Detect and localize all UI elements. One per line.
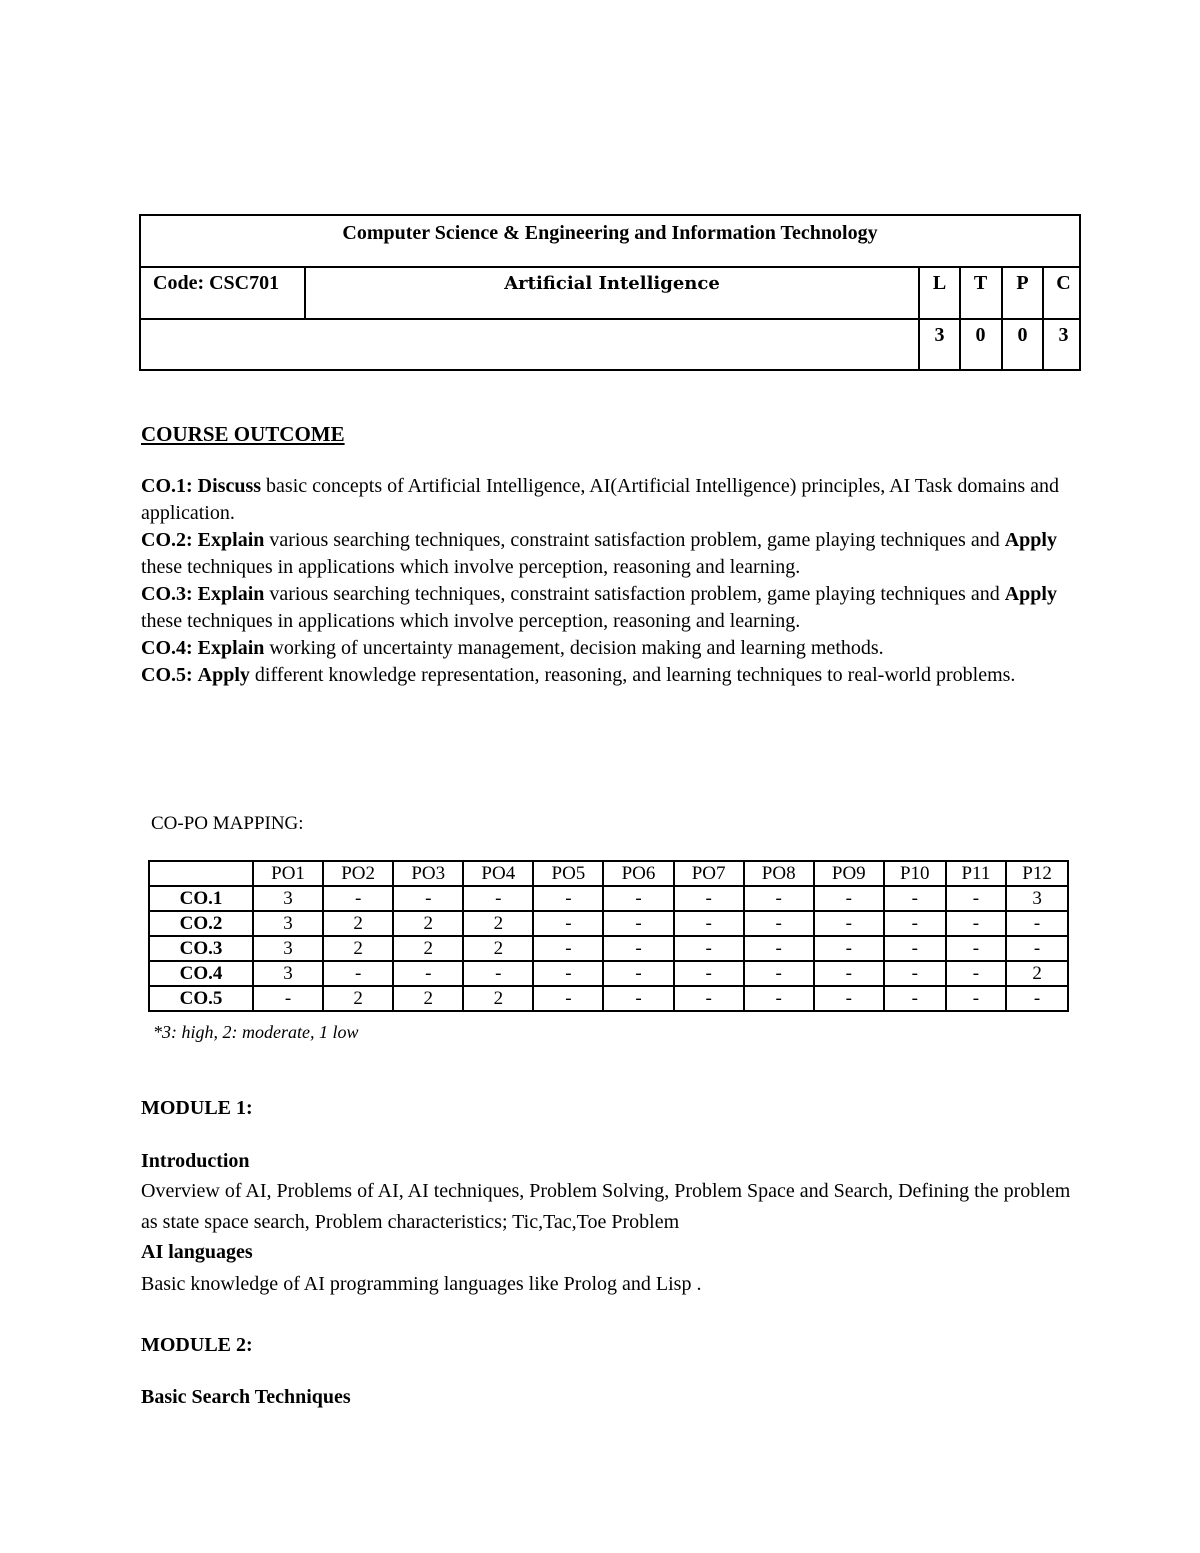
course-header-table — [139, 214, 1081, 371]
mapping-cell: - — [253, 986, 323, 1011]
mapping-cell: - — [393, 886, 463, 911]
co-item: CO.3: Explain various searching techniques, constraint satisfaction problem, game playing techniques and Apply these techniques in applications which involve perception, reasoning and learning. — [141, 583, 1057, 632]
course-outcome-list — [141, 473, 1071, 689]
mapping-cell: - — [946, 936, 1006, 961]
po-column-header: PO6 — [603, 861, 673, 886]
mapping-cell: - — [674, 986, 744, 1011]
table-corner-cell — [149, 861, 253, 886]
mapping-cell: - — [533, 886, 603, 911]
mapping-cell: - — [603, 986, 673, 1011]
mapping-cell: - — [946, 911, 1006, 936]
mapping-cell: - — [946, 961, 1006, 986]
mapping-cell: - — [946, 886, 1006, 911]
mapping-cell: - — [463, 886, 533, 911]
mapping-cell: - — [603, 961, 673, 986]
mapping-cell: - — [674, 961, 744, 986]
co-item: CO.4: Explain working of uncertainty management, decision making and learning methods. — [141, 637, 884, 659]
mapping-cell: - — [884, 886, 946, 911]
section-text: Basic knowledge of AI programming languages like Prolog and Lisp . — [141, 1273, 702, 1295]
ltpc-label-p: P — [1016, 272, 1029, 294]
ltpc-value-l: 3 — [934, 324, 945, 346]
ltpc-value-t: 0 — [975, 324, 986, 346]
table-row — [149, 911, 1068, 936]
mapping-cell: 2 — [393, 936, 463, 961]
mapping-cell: - — [814, 961, 884, 986]
table-row — [149, 936, 1068, 961]
header-divider — [141, 266, 1079, 268]
copo-mapping-table — [148, 860, 1069, 1012]
table-row — [149, 886, 1068, 911]
mapping-cell: - — [603, 936, 673, 961]
co-row-label: CO.4 — [149, 961, 253, 986]
mapping-cell: - — [744, 911, 814, 936]
mapping-cell: - — [603, 886, 673, 911]
po-column-header: PO5 — [533, 861, 603, 886]
po-column-header: PO2 — [323, 861, 393, 886]
mapping-legend: *3: high, 2: moderate, 1 low — [153, 1022, 359, 1042]
mapping-cell: - — [603, 911, 673, 936]
ltpc-label-c: C — [1056, 272, 1071, 294]
mapping-cell: - — [1006, 911, 1068, 936]
mapping-cell: - — [814, 986, 884, 1011]
mapping-cell: - — [674, 886, 744, 911]
po-column-header: PO8 — [744, 861, 814, 886]
co-item: CO.1: Discuss basic concepts of Artificial Intelligence, AI(Artificial Intelligence) principles, AI Task domains and application. — [141, 475, 1059, 524]
ltpc-label-l: L — [932, 272, 947, 294]
course-title: Artificial Intelligence — [504, 273, 720, 294]
mapping-cell: - — [533, 961, 603, 986]
co-row-label: CO.2 — [149, 911, 253, 936]
header-divider — [141, 318, 1079, 320]
ltpc-value-c: 3 — [1058, 324, 1069, 346]
mapping-cell: - — [533, 911, 603, 936]
module-2-heading: MODULE 2: — [141, 1334, 253, 1356]
po-column-header: P11 — [946, 861, 1006, 886]
course-code: Code: CSC701 — [153, 272, 280, 294]
co-row-label: CO.5 — [149, 986, 253, 1011]
mapping-cell: - — [744, 961, 814, 986]
section-title: Basic Search Techniques — [141, 1386, 351, 1408]
po-column-header: PO9 — [814, 861, 884, 886]
mapping-cell: - — [1006, 936, 1068, 961]
mapping-cell: - — [884, 936, 946, 961]
copo-mapping-heading: CO-PO MAPPING: — [151, 813, 304, 834]
department-title: Computer Science & Engineering and Information Technology — [342, 222, 878, 244]
mapping-cell: - — [533, 936, 603, 961]
mapping-cell: 2 — [323, 911, 393, 936]
co-item: CO.2: Explain various searching techniques, constraint satisfaction problem, game playing techniques and Apply these techniques in applications which involve perception, reasoning and learning. — [141, 529, 1057, 578]
mapping-cell: - — [884, 986, 946, 1011]
mapping-cell: 2 — [323, 936, 393, 961]
course-outcome-heading: COURSE OUTCOME — [141, 422, 345, 446]
mapping-cell: - — [814, 936, 884, 961]
po-column-header: PO3 — [393, 861, 463, 886]
mapping-cell: - — [463, 961, 533, 986]
mapping-cell: 3 — [253, 936, 323, 961]
mapping-cell: - — [744, 936, 814, 961]
co-item: CO.5: Apply different knowledge representation, reasoning, and learning techniques to real-world problems. — [141, 664, 1016, 686]
mapping-cell: 2 — [1006, 961, 1068, 986]
mapping-cell: 2 — [393, 986, 463, 1011]
table-row — [149, 961, 1068, 986]
po-column-header: PO7 — [674, 861, 744, 886]
mapping-cell: 2 — [463, 986, 533, 1011]
section-text: Overview of AI, Problems of AI, AI techniques, Problem Solving, Problem Space and Search, Defining the problem as state space search, Problem characteristics; Tic,Tac,Toe Problem — [141, 1180, 1071, 1233]
mapping-cell: - — [533, 986, 603, 1011]
mapping-cell: - — [946, 986, 1006, 1011]
mapping-cell: - — [744, 986, 814, 1011]
po-column-header: P12 — [1006, 861, 1068, 886]
mapping-cell: 2 — [393, 911, 463, 936]
mapping-cell: - — [884, 961, 946, 986]
mapping-cell: - — [323, 886, 393, 911]
ltpc-label-t: T — [973, 272, 988, 294]
mapping-cell: - — [393, 961, 463, 986]
module-1-heading: MODULE 1: — [141, 1097, 253, 1119]
mapping-cell: - — [1006, 986, 1068, 1011]
table-header-row — [149, 861, 1068, 886]
mapping-cell: - — [323, 961, 393, 986]
mapping-cell: 2 — [463, 936, 533, 961]
section-title: Introduction — [141, 1150, 250, 1172]
po-column-header: PO1 — [253, 861, 323, 886]
mapping-cell: - — [674, 911, 744, 936]
mapping-cell: - — [674, 936, 744, 961]
ltpc-value-p: 0 — [1017, 324, 1028, 346]
co-row-label: CO.1 — [149, 886, 253, 911]
table-row — [149, 986, 1068, 1011]
mapping-cell: - — [744, 886, 814, 911]
po-column-header: PO4 — [463, 861, 533, 886]
mapping-cell: 2 — [463, 911, 533, 936]
mapping-cell: - — [814, 911, 884, 936]
section-title: AI languages — [141, 1241, 253, 1263]
mapping-cell: 2 — [323, 986, 393, 1011]
po-column-header: P10 — [884, 861, 946, 886]
mapping-cell: 3 — [253, 961, 323, 986]
mapping-cell: 3 — [253, 911, 323, 936]
mapping-cell: 3 — [1006, 886, 1068, 911]
co-row-label: CO.3 — [149, 936, 253, 961]
mapping-cell: - — [884, 911, 946, 936]
mapping-cell: - — [814, 886, 884, 911]
mapping-cell: 3 — [253, 886, 323, 911]
